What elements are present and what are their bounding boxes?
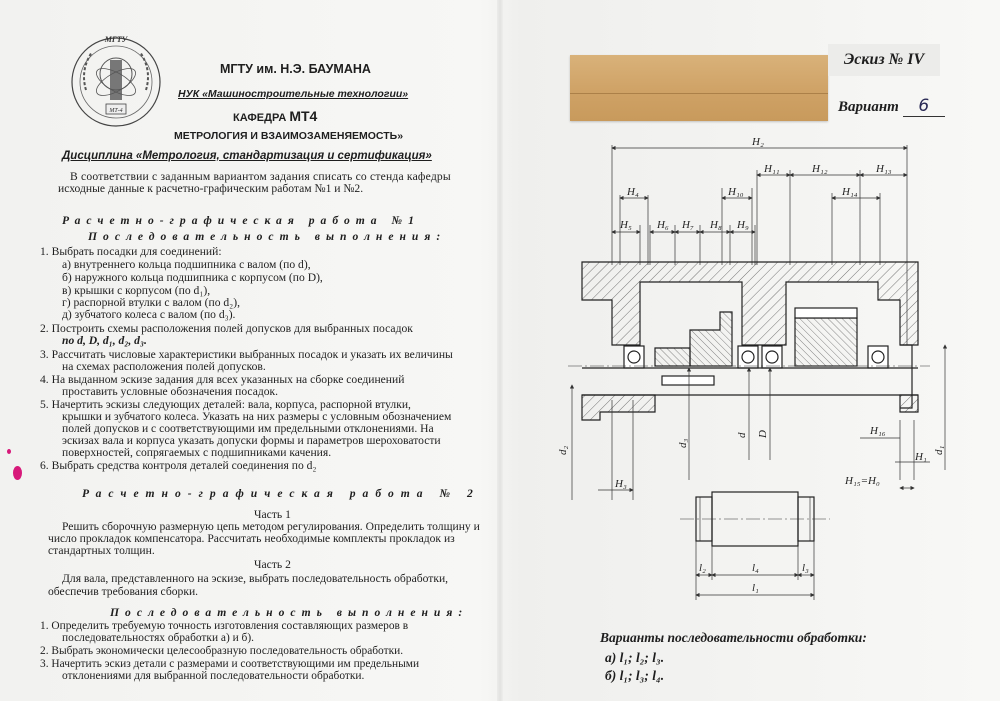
department-line [233, 108, 317, 124]
rgr1-item: 3. Рассчитать числовые характеристики выбранных посадок и указать их величины [40, 348, 453, 361]
part2-line: обеспечив требования сборки. [48, 585, 199, 598]
part1-heading: Часть 1 [254, 508, 291, 521]
rgr2-item: отклонениями для выбранной последовательности обработки. [62, 670, 365, 682]
sketch-number: Эскиз № IV [828, 44, 940, 76]
dim-label-H13: H₁₃ [876, 163, 892, 175]
dim-label-d3: d₃ [677, 438, 689, 448]
rgr1-item: крышки и зубчатого колеса. Указать на них размеры с условным обозначением [62, 410, 452, 423]
rgr1-item: д) зубчатого колеса с валом (по d₃). [62, 308, 236, 321]
rgr1-item: г) распорной втулки с валом (по d₂), [62, 296, 240, 309]
rgr1-item: на схемах расположения полей допусков. [62, 360, 266, 373]
dim-label-H14: H₁₄ [842, 186, 858, 198]
discipline-title: Дисциплина «Метрология, стандартизация и сертификация» [62, 150, 432, 162]
department-code: МТ4 [289, 108, 318, 124]
dim-label-H2: H₂ [752, 136, 764, 148]
option-a: а) l₁; l₂; l₃. [605, 650, 665, 665]
rgr1-item: поверхностей, сопрягаемых с подшипниками качения. [62, 446, 332, 459]
dim-label-H6: H₆ [657, 219, 669, 231]
rgr2-item: 3. Начертить эскиз детали с размерами и соответствующими им предельными [40, 658, 420, 670]
option-b: б) l₁; l₃; l₄. [605, 668, 665, 683]
marker-dot [13, 466, 22, 480]
dim-label-H16: H₁₆ [870, 425, 886, 437]
dim-label-H10: H₁₀ [728, 186, 744, 198]
dim-label-d1: d₁ [933, 445, 945, 455]
rgr2-sequence-heading: Последовательность выполнения: [110, 606, 469, 619]
dim-label-l3: l₃ [802, 562, 809, 574]
options-title: Варианты последовательности обработки: [600, 630, 867, 645]
rgr1-item: проставить условные обозначения посадок. [62, 385, 279, 398]
part1-line: число прокладок компенсатора. Рассчитать необходимые комплекты прокладок из [48, 532, 455, 545]
rgr1-item: 1. Выбрать посадки для соединений: [40, 245, 222, 258]
dim-label-d: d [736, 432, 748, 438]
rgr1-sequence-heading: Последовательность выполнения: [88, 230, 447, 243]
rgr1-title: Расчетно-графическая работа №1 [62, 214, 420, 227]
variant-line [838, 96, 945, 117]
dim-label-H9: H₉ [737, 219, 749, 231]
part2-heading: Часть 2 [254, 558, 291, 571]
variant-label: Вариант [838, 99, 899, 115]
dim-label-H8: H₈ [710, 219, 722, 231]
dim-label-H3: H₃ [615, 478, 627, 490]
part2-line: Для вала, представленного на эскизе, выбрать последовательность обработки, [62, 572, 449, 585]
rgr1-item: по d, D, d₁, d₂, d₃. [62, 334, 147, 347]
marker-dot [7, 449, 11, 454]
rgr2-item: 2. Выбрать экономически целесообразную последовательность обработки. [40, 645, 404, 657]
dim-label-H7: H₇ [682, 219, 694, 231]
tape-strip [570, 55, 828, 121]
rgr1-item: 2. Построить схемы расположения полей допусков для выбранных посадок [40, 322, 413, 335]
department-topic: МЕТРОЛОГИЯ И ВЗАИМОЗАМЕНЯЕМОСТЬ» [174, 130, 404, 142]
variant-value: 6 [903, 96, 945, 117]
logo-bottom-text: МТ-4 [109, 108, 123, 114]
dim-label-D: D [757, 430, 769, 438]
part1-line: стандартных толщин. [48, 544, 155, 557]
nuk-name: НУК «Машиностроительные технологии» [178, 88, 409, 100]
dim-label-H11: H₁₁ [764, 163, 780, 175]
dim-label-l2: l₂ [699, 562, 706, 574]
rgr1-item: а) внутреннего кольца подшипника с валом (по d), [62, 258, 311, 271]
dim-label-H1: H₁ [915, 451, 927, 463]
dim-label-H15: H₁₅=H₀ [845, 475, 880, 487]
university-emblem [66, 30, 166, 130]
department-prefix: КАФЕДРА [233, 112, 287, 124]
part1-line: Решить сборочную размерную цепь методом регулирования. Определить толщину и [62, 520, 480, 533]
dim-label-H5: H₅ [620, 219, 632, 231]
intro-line-2: исходные данные к расчетно-графическим работам №1 и №2. [58, 182, 364, 195]
dim-label-l1: l₁ [752, 582, 759, 594]
dim-label-H4: H₄ [627, 186, 639, 198]
dim-label-l4: l₄ [752, 562, 759, 574]
logo-top-text: МГТУ [104, 35, 128, 44]
intro-line-1: В соответствии с заданным вариантом задания списать со стенда кафедры [70, 170, 451, 183]
rgr2-item: 1. Определить требуемую точность изготовления составляющих размеров в [40, 620, 409, 632]
dim-label-H12: H₁₂ [812, 163, 828, 175]
rgr1-item: полей допусков и с соответствующими им предельными отклонениями. На [62, 422, 434, 435]
rgr1-item: 4. На выданном эскизе задания для всех указанных на сборке соединений [40, 373, 405, 386]
rgr1-item: эскизах вала и корпуса указать допуски формы и параметров шероховатости [62, 434, 441, 447]
rgr2-item: последовательностях обработки а) и б). [62, 632, 254, 644]
assembly-drawing [540, 125, 1000, 605]
rgr1-item: б) наружного кольца подшипника с корпусом (по D), [62, 271, 323, 284]
rgr1-item: 5. Начертить эскизы следующих деталей: вала, корпуса, распорной втулки, [40, 398, 411, 411]
rgr2-title: Расчетно-графическая работа № 2 [82, 487, 480, 500]
rgr1-item: 6. Выбрать средства контроля деталей соединения по d₂ [40, 459, 317, 472]
dim-label-d2: d₂ [557, 445, 569, 455]
rgr1-item: в) крышки с корпусом (по d₁), [62, 284, 211, 297]
page-fold [497, 0, 503, 701]
university-name: МГТУ им. Н.Э. БАУМАНА [220, 62, 371, 76]
